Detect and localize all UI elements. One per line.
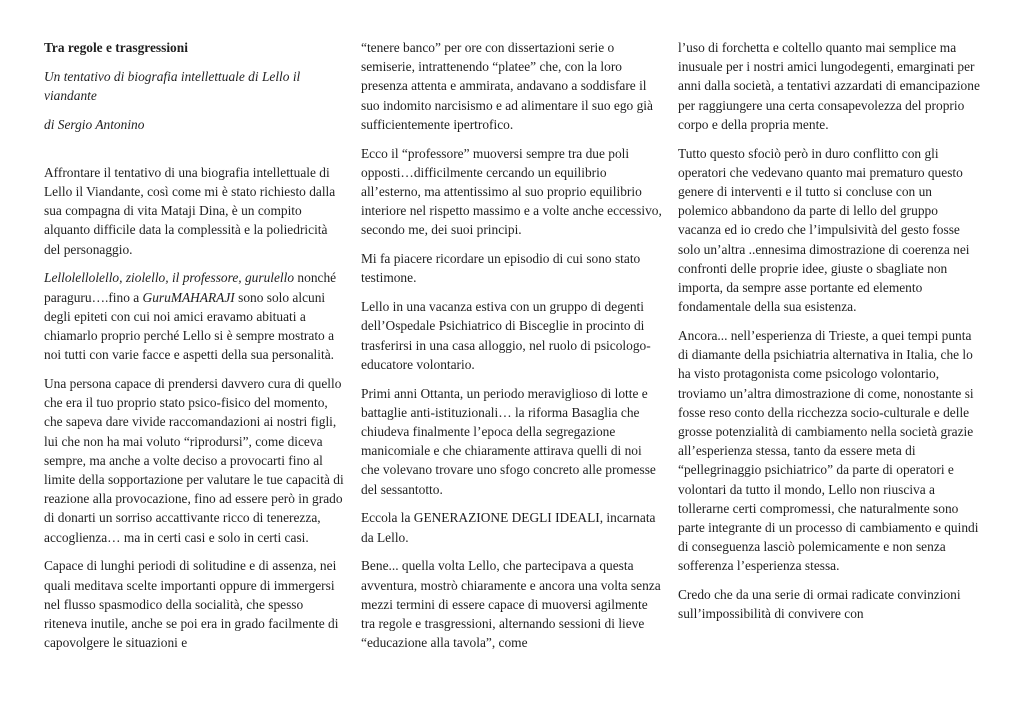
text-column-middle — [361, 38, 663, 662]
paragraph: l’uso di forchetta e coltello quanto mai semplice ma inusuale per i nostri amici lungodegenti, emarginati per anni dalla società, a tentativi azzardati di emancipazione per raggiungere una certa consapevolezza del proprio corpo e della propria mente. — [678, 40, 980, 132]
paragraph: Bene... quella volta Lello, che partecipava a questa avventura, mostrò chiaramente e ancora una volta senza mezzi termini di essere capace di muoversi agilmente tra regole e trasgressioni, alternando sessioni di lieve “educazione alla tavola”, come — [361, 558, 661, 651]
paragraph: “tenere banco” per ore con dissertazioni serie o semiserie, intrattenendo “platee” che, con la loro presenza attenta e ammirata, andavano a soddisfare il suo indomito narcisismo e ad alimentare il suo ego già sufficientemente ipertrofico. — [361, 40, 653, 132]
paragraph: Lello in una vacanza estiva con un gruppo di degenti dell’Ospedale Psichiatrico di Bisceglie in procinto di trasferirsi in una casa alloggio, nel ruolo di psicologo-educatore volontario. — [361, 299, 651, 372]
paragraph: Una persona capace di prendersi davvero cura di quello che era il tuo proprio stato psico-fisico del momento, che sapeva dare vivide raccomandazioni ai nostri figli, lui che non ha mai voluto “riprodursi”, come diceva sempre, ma anche a volte deciso a provocarti fino al limite della sopportazione per valutare le tue capacità di reazione alla provocazione, fino ad essere però in grado di donarti un sorriso accattivante ricco di tenerezza, accoglienza… ma in certi casi e solo in certi casi. — [44, 376, 344, 545]
article-title: Tra regole e trasgressioni — [44, 40, 188, 55]
guru-italic: GuruMAHARAJI — [142, 289, 235, 305]
paragraph: Credo che da una serie di ormai radicate convinzioni sull’impossibilità di convivere con — [678, 587, 961, 622]
article-header — [44, 38, 346, 134]
paragraph: Affrontare il tentativo di una biografia intellettuale di Lello il Viandante, così come mi è stato richiesto dalla sua compagna di vita Mataji Dina, è un compito alquanto difficile data la complessità e la poliedricità del personaggio. — [44, 164, 336, 257]
text-column-right — [678, 38, 980, 633]
article-author: di Sergio Antonino — [44, 116, 145, 132]
paragraph-epithets — [44, 268, 346, 364]
paragraph-text: sono solo alcuni degli epiteti con cui noi amici eravamo abituati a chiamarlo proprio perché Lello si è sempre mostrato a noi tutti con varie facce e aspetti della sua personalità. — [44, 289, 335, 363]
paragraph: Ancora... nell’esperienza di Trieste, a quei tempi punta di diamante della psichiatria alternativa in Italia, che lo ha visto protagonista come psicologo volontario, troviamo un’altra dimostrazione di come, nonostante si fosse reso conto della ricchezza socio-culturale e delle grosse potenzialità di cambiamento nella società grazie all’esperienza stessa, tanto da essere meta di “pellegrinaggio psichiatrico” da parte di operatori e volontari da tutto il mondo, Lello non riusciva a tollerarne certi compromessi, che naturalmente sono parte integrante di un processo di cambiamento e quindi di conseguenza lasciò polemicamente e non senza sofferenza l’esperienza stessa. — [678, 328, 979, 574]
paragraph: Primi anni Ottanta, un periodo meraviglioso di lotte e battaglie anti-istituzionali… la riforma Basaglia che chiudeva finalmente l’epoca della segregazione manicomiale e che chiaramente attirava quelli di noi che volevano trovare uno sfogo concreto alle promesse del sessantotto. — [361, 385, 656, 497]
paragraph: Mi fa piacere ricordare un episodio di cui sono stato testimone. — [361, 251, 641, 286]
epithets-italic: Lellolellolello, ziolello, il professore, gurulello — [44, 270, 295, 286]
paragraph: Capace di lunghi periodi di solitudine e di assenza, nei quali meditava scelte importanti oppure di immergersi nel flusso spasmodico della socialità, che spesso riteneva inutile, anche se poi era in grado facilmente di capovolgere le situazioni e — [44, 558, 339, 651]
paragraph-text: nonché paraguru….fino a — [44, 270, 337, 305]
paragraph: Tutto questo sfociò però in duro conflitto con gli operatori che vedevano quanto mai prematuro questo genere di interventi e il tutto si concluse con un polemico abbandono da parte di lello del gruppo vacanza ed io credo che l’impulsività del gesto fosse solo un’altra ..ennesima dimostrazione di coerenza nei confronti delle proprie idee, giuste o sbagliate non importa, da sempre asse portante ed elemento fondamentale della sua esistenza. — [678, 145, 970, 315]
paragraph: Ecco il “professore” muoversi sempre tra due poli opposti…difficilmente cercando un equilibrio all’esterno, ma attentissimo al suo proprio equilibrio interiore nel rispetto massimo e a volte anche eccessivo, secondo me, dei suoi principi. — [361, 145, 662, 238]
paragraph: Eccola la GENERAZIONE DEGLI IDEALI, incarnata da Lello. — [361, 510, 656, 545]
article-subtitle: Un tentativo di biografia intellettuale di Lello il viandante — [44, 68, 301, 103]
text-column-left — [44, 38, 346, 662]
